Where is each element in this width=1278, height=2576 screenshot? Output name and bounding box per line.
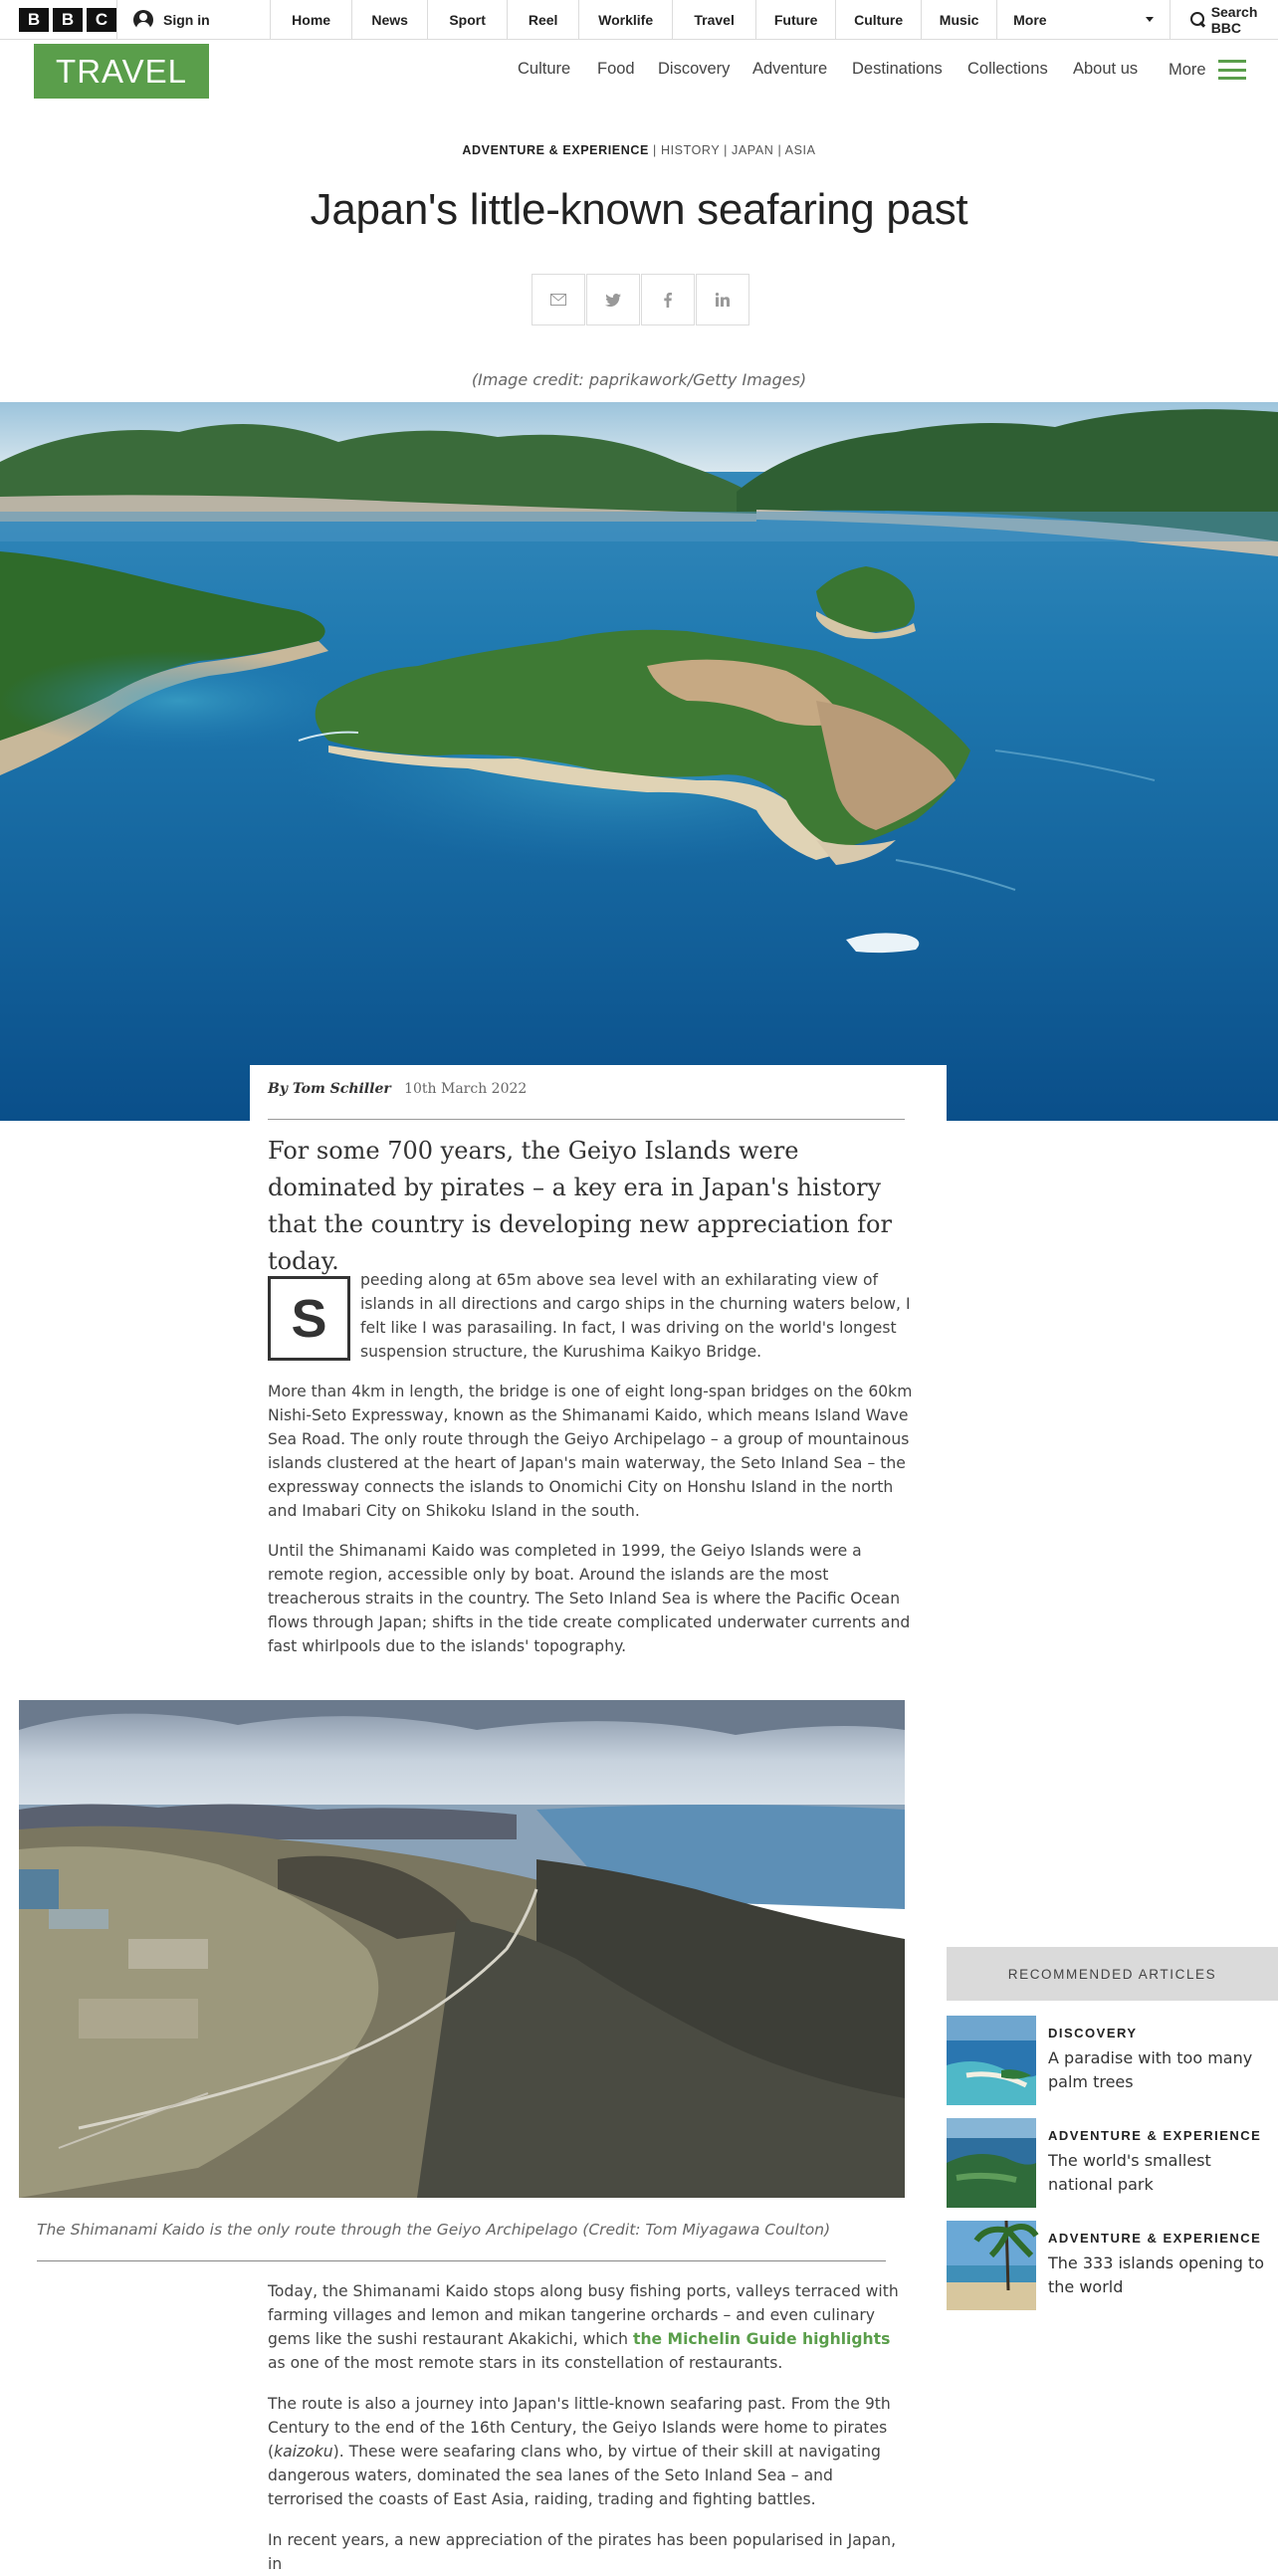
travel-more-menu[interactable] — [1169, 60, 1246, 80]
twitter-icon — [605, 294, 621, 307]
paragraph-4 — [268, 2279, 913, 2375]
share-email-button[interactable] — [532, 274, 585, 325]
michelin-guide-link[interactable]: the Michelin Guide highlights — [633, 2330, 891, 2348]
section-collections[interactable]: Collections — [967, 60, 1048, 78]
byline-divider — [268, 1119, 905, 1120]
share-buttons — [532, 274, 750, 325]
recommended-item[interactable] — [947, 2221, 1278, 2312]
recommended-thumbnail — [947, 2016, 1036, 2105]
recommended-title: The 333 islands opening to the world — [1048, 2254, 1265, 2296]
article-standfirst: For some 700 years, the Geiyo Islands were dominated by pirates – a key era in Japan's history that the country is developing new appreciation for today. — [268, 1137, 892, 1275]
kaizoku-term: kaizoku — [274, 2443, 333, 2461]
paragraph-5-text-a: The route is also a journey into Japan's little-known seafaring past. From the 9th Century to the end of the 16th Century, the Geiyo Islands were home to pirates ( — [268, 2395, 891, 2461]
section-about-us[interactable]: About us — [1073, 60, 1139, 78]
nav-music[interactable]: Music — [922, 0, 997, 39]
byline-card — [250, 1065, 947, 1125]
recommended-category: ADVENTURE & EXPERIENCE — [1048, 2231, 1262, 2246]
paragraph-3: Until the Shimanami Kaido was completed in 1999, the Geiyo Islands were a remote region, accessible only by boat. Around the islands are the most treacherous straits in the country. The Seto Inland Sea is where the Pacific Ocean flows through Japan; shifts in the tide create complicated underwater currents and fast whirlpools due to the islands' topography. — [268, 1542, 911, 1655]
recommended-title: The world's smallest national park — [1048, 2151, 1211, 2194]
paragraph-1: peeding along at 65m above sea level with an exhilarating view of islands in all directions and cargo ships in the churning waters below, I felt like I was parasailing. In fact, I was driving on the world's longest suspension structure, the Kurushima Kaikyo Bridge. — [360, 1271, 911, 1361]
search-icon — [1190, 12, 1202, 27]
travel-logo[interactable]: TRAVEL — [34, 44, 209, 99]
nav-culture[interactable]: Culture — [836, 0, 922, 39]
recommended-category: DISCOVERY — [1048, 2026, 1138, 2040]
author-name[interactable]: By Tom Schiller — [268, 1081, 391, 1097]
facebook-icon — [664, 293, 672, 308]
search-bbc-label: Search BBC — [1210, 3, 1258, 36]
share-twitter-button[interactable] — [586, 274, 640, 325]
publish-date: 10th March 2022 — [404, 1081, 528, 1097]
recommended-item[interactable] — [947, 2118, 1278, 2210]
recommended-articles-heading: RECOMMENDED ARTICLES — [947, 1947, 1278, 2001]
chevron-down-icon — [1146, 17, 1154, 22]
nav-worklife[interactable]: Worklife — [579, 0, 673, 39]
bbc-logo-b2: B — [53, 8, 83, 32]
email-icon — [550, 294, 566, 306]
paragraph-5-text-b: ). These were seafaring clans who, by virtue of their skill at navigating dangerous waters, dominated the sea lanes of the Seto Inland Sea – and terrorised the coasts of East Asia, raiding, trading and fighting battles. — [268, 2443, 881, 2508]
caption-divider — [37, 2260, 886, 2261]
bbc-logo[interactable] — [0, 0, 116, 39]
nav-travel[interactable]: Travel — [673, 0, 756, 39]
recommended-thumbnail — [947, 2118, 1036, 2208]
search-bbc-button[interactable] — [1171, 0, 1278, 39]
article-image-landscape — [19, 1700, 905, 2198]
hero-image-credit: (Image credit: paprikawork/Getty Images) — [471, 370, 807, 389]
travel-section-nav — [0, 41, 1278, 101]
travel-header — [0, 41, 1278, 101]
nav-home[interactable]: Home — [271, 0, 352, 39]
user-icon — [133, 10, 153, 30]
article-headline: Japan's little-known seafaring past — [310, 185, 968, 234]
paragraph-4-text-a: Today, the Shimanami Kaido stops along busy fishing ports, valleys terraced with farming villages and lemon and mikan tangerine orchards – and even culinary gems like the sushi restaurant Akakichi, which — [268, 2282, 899, 2348]
section-food[interactable]: Food — [597, 60, 635, 78]
paragraph-4-text-b: as one of the most remote stars in its constellation of restaurants. — [268, 2354, 783, 2372]
nav-news[interactable]: News — [352, 0, 428, 39]
bbc-global-nav — [0, 0, 1278, 40]
recommended-item[interactable] — [947, 2016, 1278, 2107]
share-facebook-button[interactable] — [641, 274, 695, 325]
drop-cap: S — [268, 1276, 350, 1361]
bbc-nav-list — [270, 0, 997, 39]
nav-sport[interactable]: Sport — [428, 0, 508, 39]
travel-more-label: More — [1169, 60, 1206, 79]
paragraph-2: More than 4km in length, the bridge is one of eight long-span bridges on the 60km Nishi-Seto Expressway, known as the Shimanami Kaido, which means Island Wave Sea Road. The only route through the Geiyo Archipelago – a group of mountainous islands clustered at the heart of Japan's main waterway, the Seto Inland Sea – the expressway connects the islands to Onomichi City on Honshu Island in the north and Imabari City on Shikoku Island in the south. — [268, 1383, 913, 1520]
recommended-category: ADVENTURE & EXPERIENCE — [1048, 2128, 1262, 2143]
paragraph-5 — [268, 2392, 913, 2511]
recommended-title: A paradise with too many palm trees — [1048, 2048, 1253, 2091]
section-discovery[interactable]: Discovery — [658, 60, 731, 78]
hero-image — [0, 402, 1278, 1121]
tag-primary[interactable]: ADVENTURE & EXPERIENCE — [462, 143, 649, 157]
image-caption: The Shimanami Kaido is the only route through the Geiyo Archipelago (Credit: Tom Miyagawa Coulton) — [37, 2221, 831, 2239]
byline — [268, 1081, 527, 1097]
nav-reel[interactable]: Reel — [508, 0, 579, 39]
nav-more-label: More — [1013, 11, 1047, 28]
sign-in-label: Sign in — [163, 11, 210, 28]
linkedin-icon — [716, 293, 730, 307]
section-destinations[interactable]: Destinations — [852, 60, 943, 78]
hamburger-menu-icon — [1218, 60, 1246, 80]
nav-future[interactable]: Future — [756, 0, 836, 39]
nav-more-dropdown[interactable] — [997, 0, 1171, 39]
bbc-logo-b1: B — [19, 8, 49, 32]
section-culture[interactable]: Culture — [518, 60, 571, 78]
paragraph-6: In recent years, a new appreciation of the pirates has been popularised in Japan, in — [268, 2531, 897, 2573]
share-linkedin-button[interactable] — [696, 274, 749, 325]
bbc-logo-c: C — [87, 8, 116, 32]
section-adventure[interactable]: Adventure — [752, 60, 828, 78]
article-tags — [0, 143, 1278, 157]
recommended-thumbnail — [947, 2221, 1036, 2310]
sign-in-link[interactable] — [116, 0, 270, 39]
tag-secondary[interactable]: | HISTORY | JAPAN | ASIA — [648, 143, 816, 157]
